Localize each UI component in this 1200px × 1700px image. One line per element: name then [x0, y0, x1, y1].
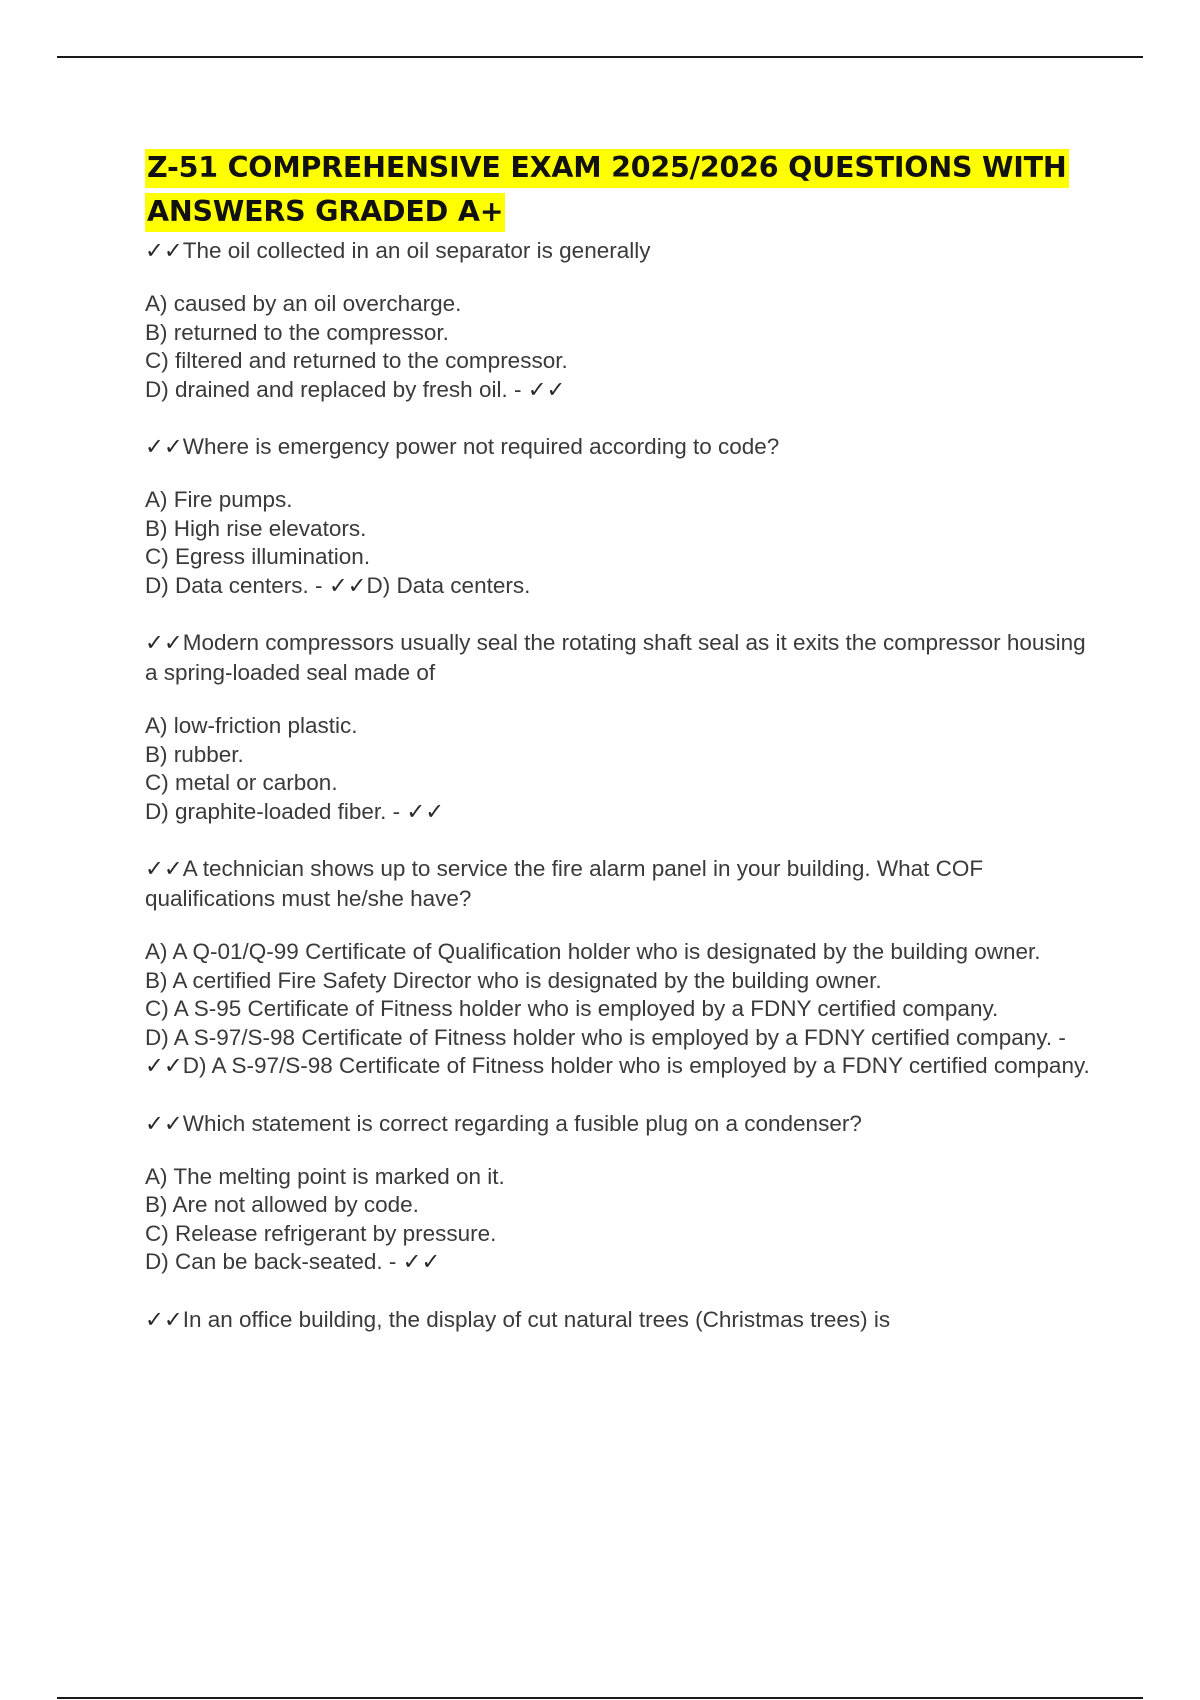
check-mark-icon: ✓✓: [406, 798, 445, 824]
option-a: A) A Q-01/Q-99 Certificate of Qualification holder who is designated by the building owner.: [145, 939, 1041, 964]
question-block: [145, 854, 1090, 1081]
option-a: A) low-friction plastic.: [145, 713, 358, 738]
check-mark-icon: ✓✓: [402, 1249, 441, 1274]
check-mark-icon: ✓✓: [145, 434, 183, 459]
option-b: B) A certified Fire Safety Director who is designated by the building owner.: [145, 967, 882, 993]
option-b: B) Are not allowed by code.: [145, 1192, 419, 1217]
question-block: [145, 236, 1090, 404]
option-d: D) drained and replaced by fresh oil. - ✓✓: [145, 376, 566, 402]
answer-text: D) Data centers.: [366, 572, 531, 598]
answer-options: [145, 1163, 1090, 1277]
option-c: C) A S-95 Certificate of Fitness holder who is employed by a FDNY certified company.: [145, 996, 999, 1021]
option-a: A) The melting point is marked on it.: [145, 1163, 505, 1189]
answer-options: [145, 486, 1090, 600]
answer-text: D) A S-97/S-98 Certificate of Fitness holder who is employed by a FDNY certified company.: [182, 1053, 1090, 1078]
title-line-1: Z-51 COMPREHENSIVE EXAM 2025/2026 QUESTIONS WITH: [145, 149, 1069, 188]
check-mark-icon: ✓✓: [145, 1306, 183, 1332]
option-d: D) Can be back-seated. - ✓✓: [145, 1249, 441, 1274]
option-c: C) metal or carbon.: [145, 770, 338, 795]
check-mark-icon: ✓✓: [145, 1053, 183, 1078]
answer-options: [145, 712, 1090, 826]
option-d: D) A S-97/S-98 Certificate of Fitness holder who is employed by a FDNY certified company. - ✓✓D) A S-97/S-98 Certificate of Fitness holder who is employed by a FDNY certified company.: [145, 1024, 1090, 1078]
document-body: [145, 146, 1090, 1363]
option-b: B) rubber.: [145, 741, 244, 767]
option-c: C) Egress illumination.: [145, 544, 371, 569]
option-a: A) Fire pumps.: [145, 487, 293, 512]
question-prompt: ✓✓In an office building, the display of cut natural trees (Christmas trees) is: [145, 1306, 891, 1332]
question-prompt: ✓✓Modern compressors usually seal the rotating shaft seal as it exits the compressor housing a spring-loaded seal made of: [145, 630, 1092, 685]
option-d: D) graphite-loaded fiber. - ✓✓: [145, 798, 445, 824]
top-rule: [57, 56, 1143, 58]
option-c: C) Release refrigerant by pressure.: [145, 1220, 497, 1246]
question-block: [145, 1305, 1090, 1335]
option-d: D) Data centers. - ✓✓D) Data centers.: [145, 572, 531, 598]
check-mark-icon: ✓✓: [145, 238, 183, 263]
question-block: [145, 628, 1090, 826]
question-prompt: ✓✓A technician shows up to service the fire alarm panel in your building. What COF qualifications must he/she have?: [145, 856, 990, 911]
option-c: C) filtered and returned to the compressor.: [145, 348, 568, 373]
check-mark-icon: ✓✓: [145, 1110, 183, 1136]
option-b: B) returned to the compressor.: [145, 319, 449, 345]
question-block: [145, 1109, 1090, 1277]
answer-options: [145, 938, 1090, 1081]
check-mark-icon: ✓✓: [328, 572, 367, 598]
answer-options: [145, 290, 1090, 404]
option-a: A) caused by an oil overcharge.: [145, 291, 462, 316]
check-mark-icon: ✓✓: [145, 630, 183, 655]
check-mark-icon: ✓✓: [527, 376, 566, 402]
check-mark-icon: ✓✓: [145, 856, 183, 881]
question-prompt: ✓✓Where is emergency power not required according to code?: [145, 434, 780, 459]
option-b: B) High rise elevators.: [145, 515, 367, 541]
question-prompt: ✓✓Which statement is correct regarding a fusible plug on a condenser?: [145, 1110, 862, 1136]
document-title: [145, 146, 1090, 234]
title-line-2: ANSWERS GRADED A+: [145, 193, 505, 232]
bottom-rule: [57, 1697, 1143, 1699]
question-prompt: ✓✓The oil collected in an oil separator is generally: [145, 238, 651, 263]
question-block: [145, 432, 1090, 600]
